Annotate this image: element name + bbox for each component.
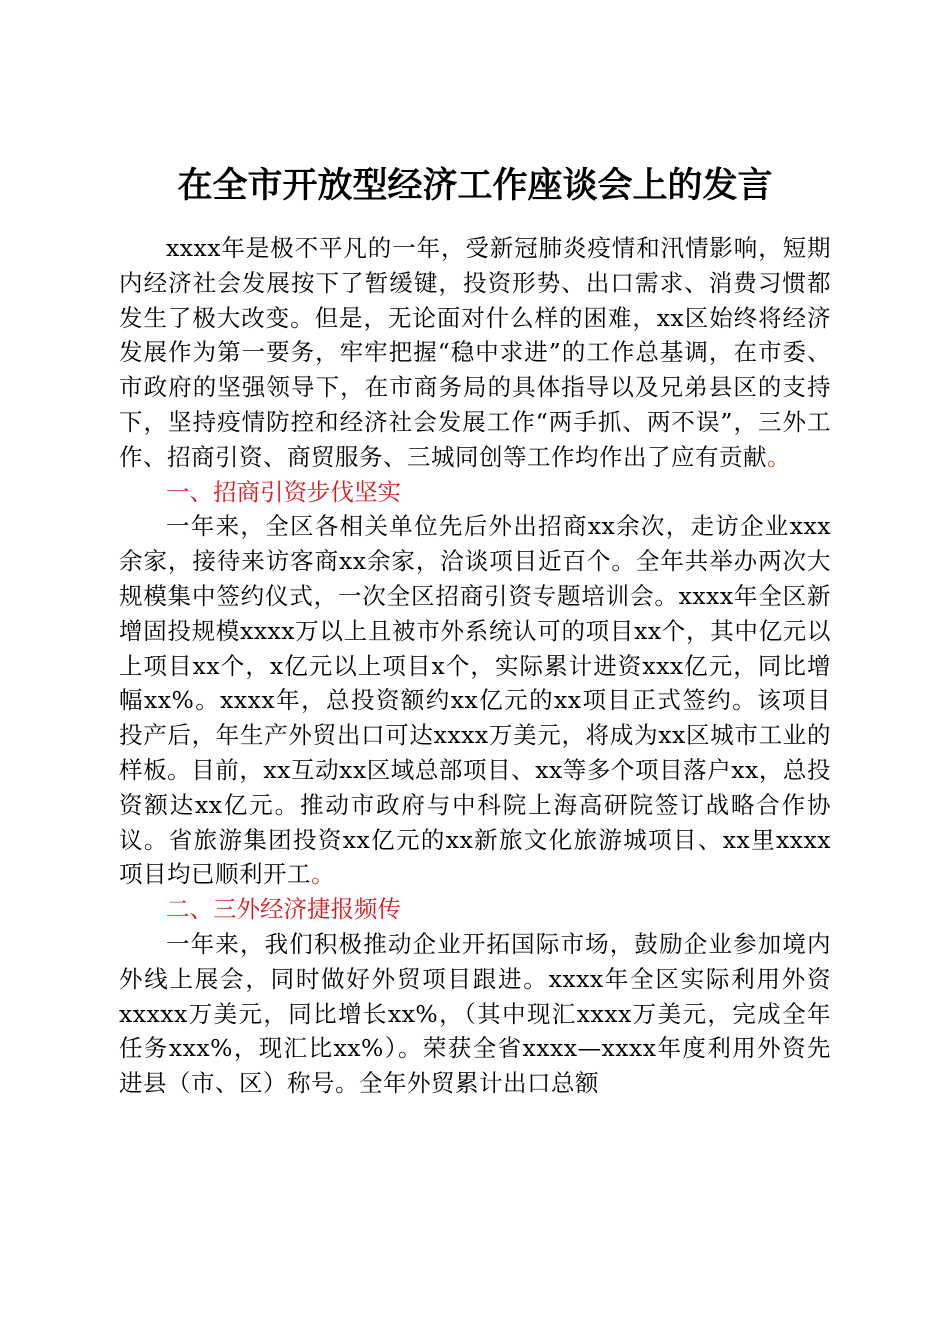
section-heading-investment: 一、招商引资步伐坚实 (166, 477, 401, 506)
section-paragraph-investment (119, 509, 831, 892)
intro-end-mark: 。 (767, 442, 791, 471)
intro-paragraph (119, 231, 831, 475)
section-text-foreign-economy: 一年来，我们积极推动企业开拓国际市场，鼓励企业参加境内外线上展会，同时做好外贸项目跟进。xxxx年全区实际利用外资xxxxx万美元，同比增长xx%，（其中现汇xxxx万美元，完成全年任务xxx%，现汇比xx%）。荣获全省xxxx—xxxx年度利用外资先进县（市、区）称号。全年外贸累计出口总额 (119, 929, 831, 1098)
intro-text: xxxx年是极不平凡的一年，受新冠肺炎疫情和汛情影响，短期内经济社会发展按下了暂缓键，投资形势、出口需求、消费习惯都发生了极大改变。但是，无论面对什么样的困难，xx区始终将经济发展作为第一要务，牢牢把握“稳中求进”的工作总基调，在市委、市政府的坚强领导下，在市商务局的具体指导以及兄弟县区的支持下，坚持疫情防控和经济社会发展工作“两手抓、两不误”，三外工作、招商引资、商贸服务、三城同创等工作均作出了应有贡献 (119, 234, 831, 471)
section-heading-foreign-economy: 二、三外经济捷报频传 (166, 895, 401, 924)
section-paragraph-foreign-economy (119, 927, 831, 1101)
document-body (119, 231, 831, 1101)
document-title: 在全市开放型经济工作座谈会上的发言 (177, 165, 773, 206)
section-end-mark-investment: 。 (311, 860, 335, 889)
section-text-investment: 一年来，全区各相关单位先后外出招商xx余次，走访企业xxx余家，接待来访客商xx余家，洽谈项目近百个。全年共举办两次大规模集中签约仪式，一次全区招商引资专题培训会。xxxx年全区新增固投规模xxxx万以上且被市外系统认可的项目xx个，其中亿元以上项目xx个，x亿元以上项目x个，实际累计进资xxx亿元，同比增幅xx%。xxxx年，总投资额约xx亿元的xx项目正式签约。该项目投产后，年生产外贸出口可达xxxx万美元，将成为xx区城市工业的样板。目前，xx互动xx区域总部项目、xx等多个项目落户xx，总投资额达xx亿元。推动市政府与中科院上海高研院签订战略合作协议。省旅游集团投资xx亿元的xx新旅文化旅游城项目、xx里xxxx项目均已顺利开工 (119, 512, 831, 889)
